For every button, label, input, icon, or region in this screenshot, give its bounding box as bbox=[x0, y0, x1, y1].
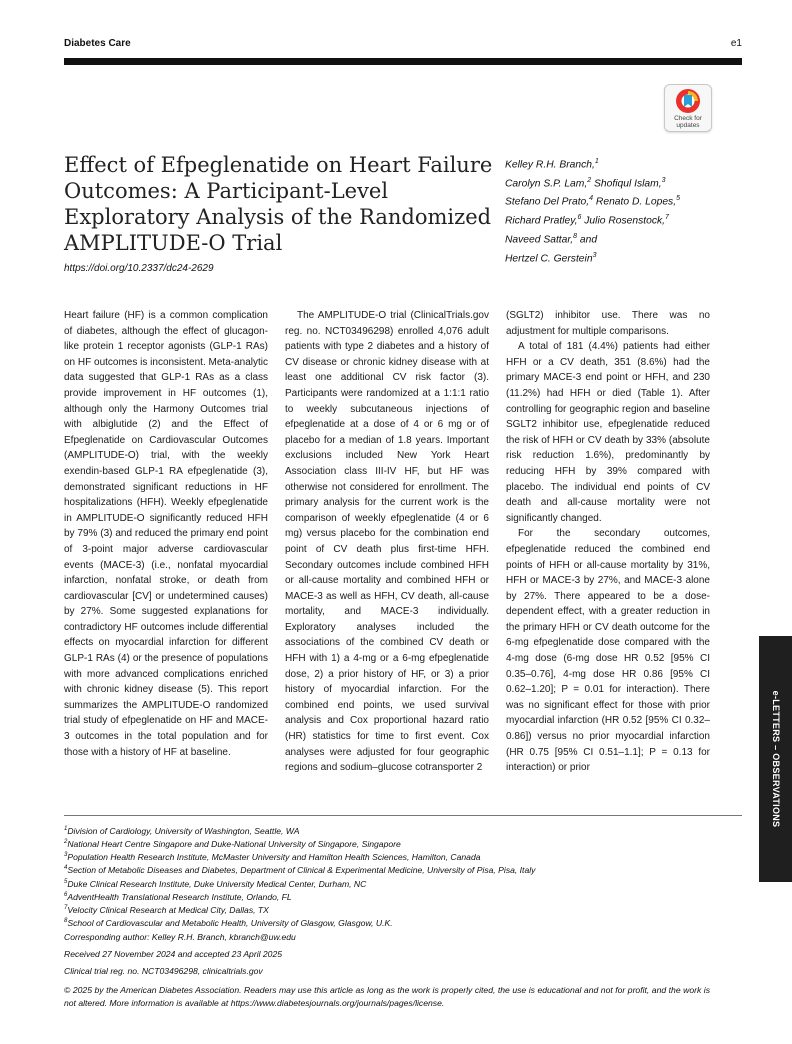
author-sup: 3 bbox=[661, 176, 666, 184]
doi-link[interactable]: https://doi.org/10.2337/dc24-2629 bbox=[64, 263, 214, 274]
check-updates-icon bbox=[675, 88, 701, 114]
license-statement: © 2025 by the American Diabetes Association. Readers may use this article as long as the work is properly cited, the use is educational and not for profit, and the work is not altered. More information is available at https://www.diabetesjournals.org/journals/pages/license. bbox=[64, 985, 710, 1008]
paragraph: Heart failure (HF) is a common complication of diabetes, although the effect of glucagon-like protein 1 receptor agonists (GLP-1 RAs) on HF outcomes is inconsistent. Meta-analytic data suggested that GLP-1 RAs as a class provide improvement in HF outcomes (1), although only the Harmony Outcomes trial with albiglutide (2) and the Effect of Efpeglenatide on Cardiovascular Outcomes (AMPLITUDE-O) trial, with the weekly exendin-based GLP-1 RA efpeglenatide (3), demonstrated significant reductions in HF hospitalizations (HFH). Weekly efpeglenatide in AMPLITUDE-O significantly reduced HFH by 79% (3) and reduced the primary end point of 3-point major adverse cardiovascular events (MACE-3) (i.e., nonfatal myocardial infarction, nonfatal stroke, or death from cardiovascular [CV] or undetermined causes) by 27%. Some suggested explanations for contradictory HF outcomes include differential effects on myocardial infarction for different GLP-1 RAs (4) or the presence of populations with more advanced complications enriched with chronic kidney disease (5). This report summarizes the AMPLITUDE-O randomized trial study of efpeglenatide on HF and MACE-3 outcomes in the total population and for those with a history of HF at baseline. bbox=[64, 310, 268, 758]
article-title: Effect of Efpeglenatide on Heart Failure Outcomes: A Participant-Level Exploratory Analysis of the Randomized AMPLITUDE-O Trial bbox=[64, 153, 493, 255]
author-list bbox=[505, 154, 735, 266]
author-sup: 8 bbox=[573, 232, 578, 240]
footnote-rule bbox=[64, 815, 742, 816]
affiliation: $^1$Division of Cardiology, University of Washington, Seattle, WA bbox=[64, 825, 300, 836]
affiliation: $^4$Section of Metabolic Diseases and Diabetes, Department of Clinical & Experimental Medicine, University of Pisa, Pisa, Italy bbox=[64, 865, 536, 876]
author-name: Julio Rosenstock, bbox=[584, 215, 665, 227]
author-name: and bbox=[579, 234, 598, 246]
header-rule bbox=[64, 58, 742, 65]
author-name: Carolyn S.P. Lam, bbox=[505, 178, 588, 190]
page-number: e1 bbox=[730, 38, 742, 49]
affiliation: $^7$Velocity Clinical Research at Medical City, Dallas, TX bbox=[64, 904, 269, 915]
affiliations bbox=[64, 824, 744, 929]
author-sup: 1 bbox=[594, 158, 599, 165]
affiliation: $^8$School of Cardiovascular and Metabolic Health, University of Glasgow, Glasgow, U.K. bbox=[64, 917, 393, 928]
corresponding-author: Corresponding author: Kelley R.H. Branch, kbranch@uw.edu bbox=[64, 932, 296, 942]
author-name: Shofiqul Islam, bbox=[594, 178, 662, 190]
affiliation: $^2$National Heart Centre Singapore and Duke-National University of Singapore, Singapore bbox=[64, 839, 401, 850]
paragraph: (SGLT2) inhibitor use. There was no adjustment for multiple comparisons. bbox=[506, 310, 710, 337]
affiliation: $^6$AdventHealth Translational Research Institute, Orlando, FL bbox=[64, 891, 292, 902]
affiliation: $^5$Duke Clinical Research Institute, Duke University Medical Center, Durham, NC bbox=[64, 878, 367, 889]
received-dates: Received 27 November 2024 and accepted 23 April 2025 bbox=[64, 949, 283, 959]
author-sup: 7 bbox=[664, 214, 669, 222]
section-side-tab-label: e-LETTERS – OBSERVATIONS bbox=[770, 690, 781, 828]
journal-name: Diabetes Care bbox=[64, 38, 131, 49]
author-name: Hertzel C. Gerstein bbox=[505, 253, 593, 265]
body-column-3 bbox=[506, 308, 710, 776]
body-column-2 bbox=[285, 308, 489, 776]
author-sup: 5 bbox=[676, 195, 680, 203]
author-name: Renato D. Lopes, bbox=[595, 196, 677, 208]
author-sup: 2 bbox=[587, 176, 592, 184]
author-sup: 3 bbox=[592, 251, 597, 259]
section-side-tab bbox=[759, 636, 792, 882]
check-for-updates-badge[interactable] bbox=[664, 84, 712, 132]
trial-registration: Clinical trial reg. no. NCT03496298, clinicaltrials.gov bbox=[64, 966, 263, 976]
paragraph: For the secondary outcomes, efpeglenatide reduced the combined end points of HFH or all-cause mortality by 31%, HFH or MACE-3 by 27%, and MACE-3 alone by 27%. There appeared to be a dose-dependent effect, with a greater reduction in the primary HFH or CV death outcome for the 6-mg efpeglenatide dose compared with the 4-mg dose (6-mg dose HR 0.52 [95% CI 0.35–0.76], 4-mg dose HR 0.86 [95% CI 0.62–1.20]; P = 0.01 for interaction). There was no significant effect for those with prior myocardial infarction (HR 0.52 [95% CI 0.32–0.86]) versus no prior myocardial infarction (HR 0.75 [95% CI 0.51–1.1]; P = 0.13 for interaction) or prior bbox=[506, 528, 710, 774]
paragraph: The AMPLITUDE-O trial (ClinicalTrials.gov reg. no. NCT03496298) enrolled 4,076 adult patients with type 2 diabetes and a history of CV disease or chronic kidney disease with at least one additional CV risk factor (3). Participants were randomized at a 1:1:1 ratio to weekly subcutaneous injections of efpeglenatide at a dose of 4 or 6 mg or of placebo for a median of 1.8 years. Important exclusions included New York Heart Association class III-IV HF, but HF was otherwise not considered for enrollment. The primary analysis for the current work is the comparison of weekly efpeglenatide (4 or 6 mg) versus placebo for the combination end point of CV death plus first-time HFH. Secondary outcomes include combined HFH or all-cause mortality and combined HFH or MACE-3 as well as HFH, CV death, all-cause mortality, and MACE-3 individually. Exploratory analyses included the associations of the combined CV death or HFH with 1) a 4-mg or a 6-mg efpeglenatide dose, 2) a prior history of HF, or 3) a prior history of myocardial infarction. For the combined end points, we used survival analysis and Cox proportional hazard ratio (HR) statistics for time to first event. Cox analyses were adjusted for four geographic regions and sodium–glucose cotransporter 2 bbox=[285, 310, 489, 774]
author-name: Stefano Del Prato, bbox=[505, 196, 590, 208]
author-sup: 6 bbox=[577, 214, 582, 222]
affiliation: $^3$Population Health Research Institute, McMaster University and Hamilton Health Sciences, Hamilton, Canada bbox=[64, 852, 481, 863]
author-name: Naveed Sattar, bbox=[505, 234, 574, 246]
paragraph: A total of 181 (4.4%) patients had either HFH or a CV death, 351 (8.6%) had the primary MACE-3 end point or HFH, and 230 (11.2%) had HFH or died (Table 1). After controlling for geographic region and baseline SGLT2 inhibitor use, efpeglenatide reduced the risk of HFH or CV death by 33% (absolute risk reduction 1.6%), predominantly by reducing HFH by 39% compared with placebo. The individual end points of CV death and all-cause mortality were not significantly changed. bbox=[506, 341, 710, 524]
author-name: Richard Pratley, bbox=[505, 215, 578, 227]
author-sup: 4 bbox=[589, 195, 594, 203]
badge-text-line2: updates bbox=[676, 122, 700, 129]
author-name: Kelley R.H. Branch, bbox=[505, 159, 595, 171]
body-column-1 bbox=[64, 308, 268, 760]
badge-text-line1: Check for bbox=[674, 115, 702, 122]
